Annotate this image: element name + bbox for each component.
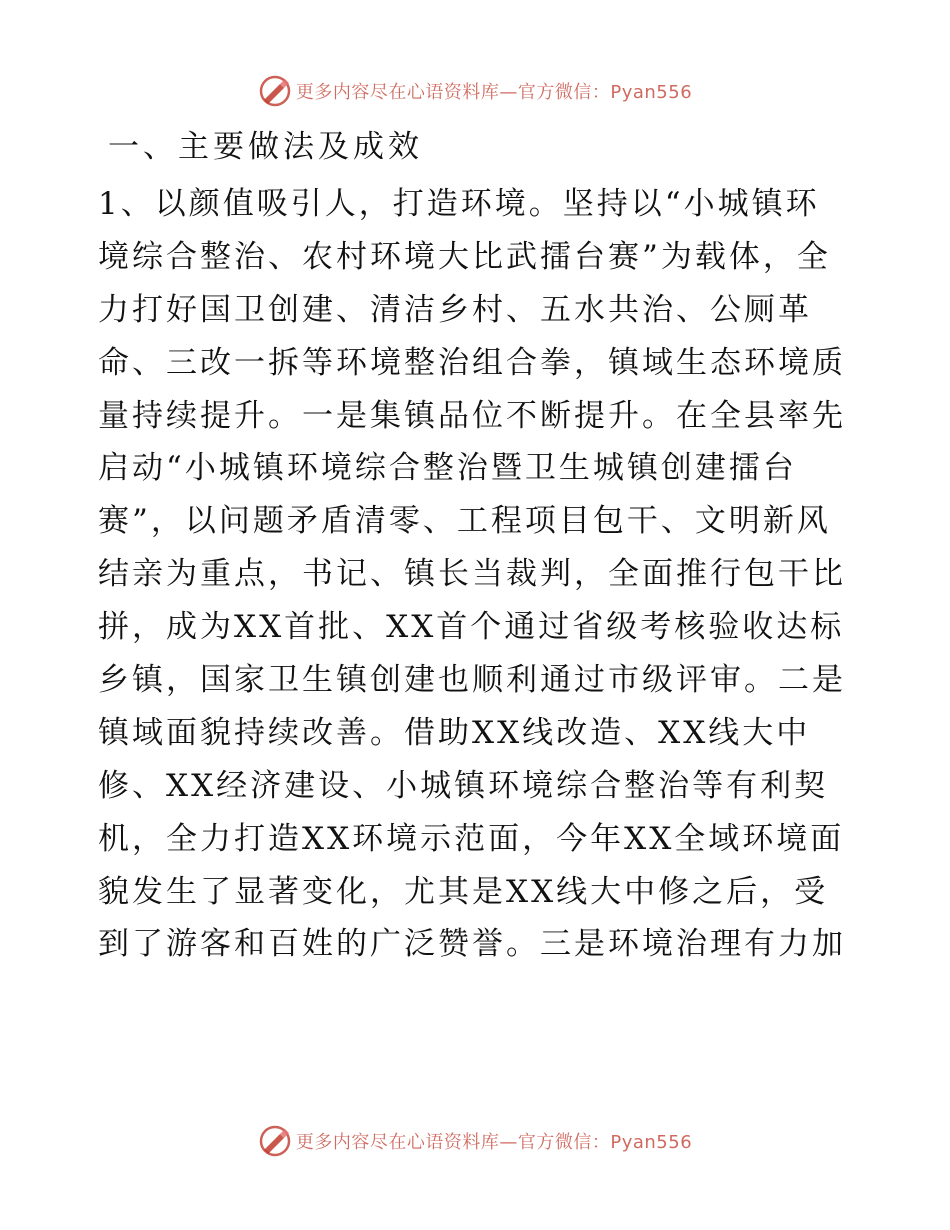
text-line: 结亲为重点，书记、镇长当裁判，全面推行包干比 [98,556,846,593]
text-line: 1、以颜值吸引人，打造环境。坚持以“小城镇环 [98,186,820,222]
watermark-footer [0,1121,950,1161]
text-line: 量持续提升。一是集镇品位不断提升。在全县率先 [98,397,846,434]
text-line: 命、三改一拆等环境整治组合拳，镇域生态环境质 [98,344,846,381]
watermark-text: 更多内容尽在心语资料库—官方微信：Pyan556 [295,82,693,103]
text-line: 貌发生了显著变化，尤其是XX线大中修之后，受 [98,873,829,910]
text-line: 拼，成为XX首批、XX首个通过省级考核验收达标 [98,609,845,646]
pen-logo-icon [258,74,292,108]
text-line: 境综合整治、农村环境大比武擂台赛”为载体，全 [98,238,831,275]
section-heading: 一、主要做法及成效 [108,129,423,165]
text-line: 乡镇，国家卫生镇创建也顺利通过市级评审。二是 [98,662,846,699]
text-line: 赛”，以问题矛盾清零、工程项目包干、文明新风 [98,503,831,540]
body-paragraph [98,178,858,971]
text-line: 力打好国卫创建、清洁乡村、五水共治、公厕革 [98,291,812,328]
pen-logo-icon [258,1124,292,1158]
watermark-header [0,71,950,111]
text-line: 到了游客和百姓的广泛赞誉。三是环境治理有力加 [98,926,846,963]
text-line: 镇域面貌持续改善。借助XX线改造、XX线大中 [98,714,811,751]
text-line: 机，全力打造XX环境示范面，今年XX全域环境面 [98,820,845,857]
watermark-text: 更多内容尽在心语资料库—官方微信：Pyan556 [295,1132,693,1153]
text-line: 启动“小城镇环境综合整治暨卫生城镇创建擂台 [98,450,797,487]
text-line: 修、XX经济建设、小城镇环境综合整治等有利契 [98,767,829,804]
